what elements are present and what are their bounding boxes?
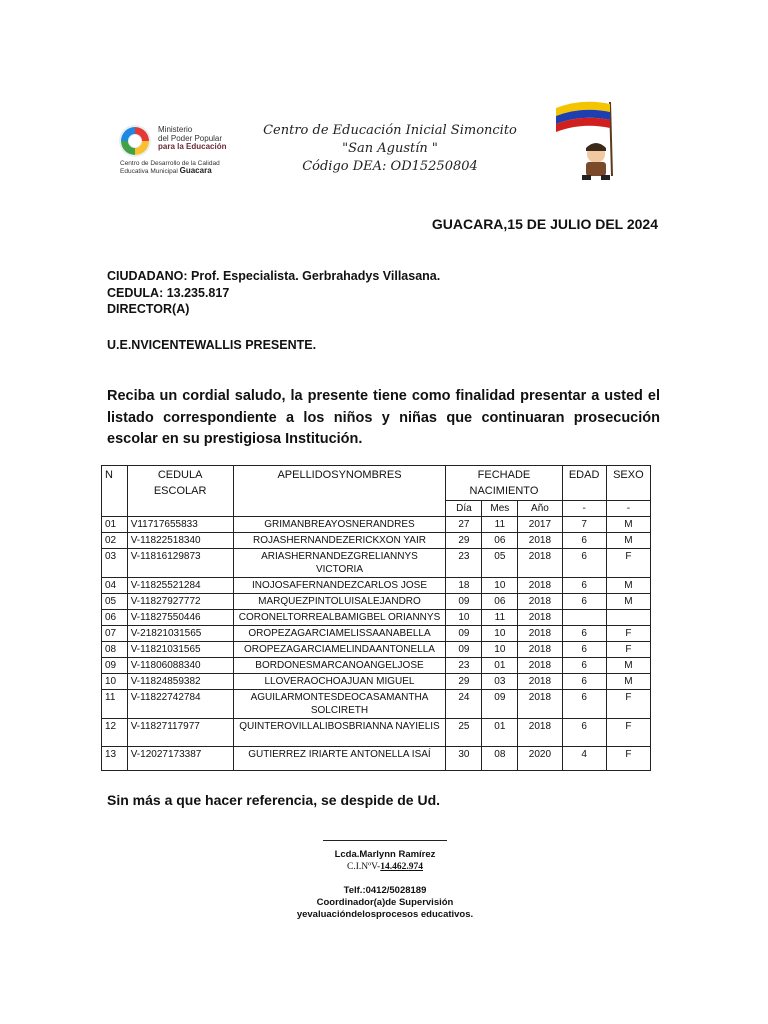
col-sexo: SEXO — [606, 466, 650, 501]
table-row — [102, 517, 651, 533]
cell-cedula: V-11825521284 — [127, 578, 233, 594]
table-row — [102, 690, 651, 719]
cell-nombre: MARQUEZPINTOLUISALEJANDRO — [233, 594, 446, 610]
cell-cedula: V-11824859382 — [127, 674, 233, 690]
cell-n: 05 — [102, 594, 128, 610]
cell-mes: 03 — [482, 674, 518, 690]
cell-dia: 09 — [446, 594, 482, 610]
cell-sexo: M — [606, 517, 650, 533]
cell-mes: 08 — [482, 747, 518, 771]
cell-cedula: V-12027173387 — [127, 747, 233, 771]
col-dia: Día — [446, 501, 482, 517]
cell-edad: 7 — [562, 517, 606, 533]
cell-nombre: OROPEZAGARCIAMELISSAANABELLA — [233, 626, 446, 642]
cell-anio: 2018 — [518, 533, 562, 549]
col-fecha: FECHADE NACIMIENTO — [446, 466, 562, 501]
cell-dia: 23 — [446, 549, 482, 578]
date-line: GUACARA,15 DE JULIO DEL 2024 — [431, 216, 658, 232]
cell-edad: 6 — [562, 690, 606, 719]
cell-nombre: OROPEZAGARCIAMELINDAANTONELLA — [233, 642, 446, 658]
cell-nombre: ROJASHERNANDEZERICKXON YAIR — [233, 533, 446, 549]
cell-anio: 2020 — [518, 747, 562, 771]
cell-sexo: F — [606, 719, 650, 747]
cell-sexo: F — [606, 642, 650, 658]
cell-nombre: ARIASHERNANDEZGRELIANNYS VICTORIA — [233, 549, 446, 578]
cell-dia: 29 — [446, 533, 482, 549]
cell-anio: 2018 — [518, 690, 562, 719]
cell-nombre: QUINTEROVILLALIBOSBRIANNA NAYIELIS — [233, 719, 446, 747]
cell-anio: 2018 — [518, 610, 562, 626]
cell-n: 02 — [102, 533, 128, 549]
closing-line: Sin más a que hacer referencia, se despide de Ud. — [107, 792, 441, 808]
cell-n: 10 — [102, 674, 128, 690]
cdce-name — [120, 160, 220, 175]
table-row — [102, 549, 651, 578]
col-cedula: CEDULA ESCOLAR — [127, 466, 233, 517]
cell-anio: 2017 — [518, 517, 562, 533]
signer-id — [290, 861, 480, 873]
cdce-city: Guacara — [179, 166, 212, 175]
signature-line — [323, 840, 447, 841]
table-row — [102, 533, 651, 549]
table-row — [102, 626, 651, 642]
cell-anio: 2018 — [518, 578, 562, 594]
ministry-logo — [106, 112, 238, 202]
ministry-line: Ministerio — [158, 125, 193, 134]
table-body — [102, 517, 651, 771]
cell-edad: 6 — [562, 626, 606, 642]
cell-sexo: M — [606, 533, 650, 549]
cell-mes: 06 — [482, 594, 518, 610]
cell-sexo: F — [606, 690, 650, 719]
cell-n: 13 — [102, 747, 128, 771]
ministry-name — [158, 126, 226, 152]
cell-dia: 24 — [446, 690, 482, 719]
signature-block — [290, 840, 480, 921]
school-subname: "San Agustín " — [342, 141, 438, 156]
cell-mes: 01 — [482, 658, 518, 674]
cell-nombre: GRIMANBREAYOSNERANDRES — [233, 517, 446, 533]
col-n: N — [102, 466, 128, 517]
cell-nombre: LLOVERAOCHOAJUAN MIGUEL — [233, 674, 446, 690]
cell-edad — [562, 610, 606, 626]
students-table — [101, 465, 651, 771]
table-row — [102, 719, 651, 747]
cell-dia: 09 — [446, 642, 482, 658]
cell-dia: 30 — [446, 747, 482, 771]
table-row — [102, 674, 651, 690]
col-mes: Mes — [482, 501, 518, 517]
ministry-line: del Poder Popular — [158, 133, 223, 143]
signer-id-prefix: C.I.NºV- — [347, 862, 381, 872]
cell-nombre: BORDONESMARCANOANGELJOSE — [233, 658, 446, 674]
cell-anio: 2018 — [518, 626, 562, 642]
recipient-role: DIRECTOR(A) — [107, 302, 190, 316]
table-row — [102, 642, 651, 658]
cell-sexo: M — [606, 578, 650, 594]
cell-sexo: M — [606, 674, 650, 690]
cell-n: 04 — [102, 578, 128, 594]
cell-anio: 2018 — [518, 594, 562, 610]
cell-edad: 6 — [562, 594, 606, 610]
cell-nombre: INOJOSAFERNANDEZCARLOS JOSE — [233, 578, 446, 594]
cell-mes: 01 — [482, 719, 518, 747]
cell-mes: 05 — [482, 549, 518, 578]
cell-mes: 06 — [482, 533, 518, 549]
cell-n: 03 — [102, 549, 128, 578]
flag-mascot-icon — [552, 98, 638, 188]
cell-mes: 10 — [482, 578, 518, 594]
cell-dia: 29 — [446, 674, 482, 690]
school-dea-code: Código DEA: OD15250804 — [302, 159, 478, 174]
signer-role-line2: yevaluacióndelosprocesos educativos. — [296, 909, 474, 920]
cell-edad: 6 — [562, 533, 606, 549]
signer-id-number: 14.462.974 — [380, 862, 423, 872]
cell-dia: 27 — [446, 517, 482, 533]
cell-dia: 10 — [446, 610, 482, 626]
signer-name: Lcda.Marlynn Ramírez — [334, 849, 436, 860]
cell-sexo: F — [606, 626, 650, 642]
cell-cedula: V-11827927772 — [127, 594, 233, 610]
col-sexo-sub: - — [606, 501, 650, 517]
intro-paragraph: Reciba un cordial saludo, la presente tiene como finalidad presentar a usted el listado correspondiente a los niños y niñas que continuaran prosecución escolar en su prestigiosa Institución. — [107, 388, 660, 447]
cell-cedula: V-11821031565 — [127, 642, 233, 658]
table-row — [102, 578, 651, 594]
cdce-line-text: Educativa Municipal — [120, 168, 178, 175]
cell-cedula: V-11806088340 — [127, 658, 233, 674]
cell-dia: 18 — [446, 578, 482, 594]
cell-dia: 23 — [446, 658, 482, 674]
cell-edad: 6 — [562, 674, 606, 690]
cell-cedula: V-11822742784 — [127, 690, 233, 719]
institution-line: U.E.NVICENTEWALLIS PRESENTE. — [107, 338, 317, 352]
cell-nombre: CORONELTORREALBAMIGBEL ORIANNYS — [233, 610, 446, 626]
cell-dia: 09 — [446, 626, 482, 642]
cell-sexo: F — [606, 549, 650, 578]
cell-sexo: M — [606, 594, 650, 610]
cdce-line — [120, 167, 220, 175]
cell-edad: 6 — [562, 549, 606, 578]
cell-anio: 2018 — [518, 549, 562, 578]
recipient-block — [107, 268, 440, 318]
school-name: Centro de Educación Inicial Simoncito — [263, 123, 517, 138]
cell-mes: 11 — [482, 610, 518, 626]
cell-mes: 10 — [482, 626, 518, 642]
col-anio: Año — [518, 501, 562, 517]
cell-sexo: M — [606, 658, 650, 674]
cell-anio: 2018 — [518, 642, 562, 658]
cell-n: 09 — [102, 658, 128, 674]
ministry-line-bold: para la Educación — [158, 142, 227, 151]
cdce-line: Centro de Desarrollo de la Calidad — [120, 160, 220, 167]
cell-anio: 2018 — [518, 674, 562, 690]
cell-mes: 09 — [482, 690, 518, 719]
table-row — [102, 658, 651, 674]
cell-dia: 25 — [446, 719, 482, 747]
cell-n: 11 — [102, 690, 128, 719]
cell-cedula: V-11827117977 — [127, 719, 233, 747]
ministry-emblem-icon — [118, 124, 152, 158]
cell-nombre: GUTIERREZ IRIARTE ANTONELLA ISAÍ — [233, 747, 446, 771]
table-row — [102, 594, 651, 610]
signer-role: Coordinador(a)de Supervisión — [316, 897, 454, 908]
ministry-line — [158, 143, 226, 152]
cell-anio: 2018 — [518, 719, 562, 747]
cell-edad: 4 — [562, 747, 606, 771]
cell-cedula: V-11827550446 — [127, 610, 233, 626]
cell-cedula: V-21821031565 — [127, 626, 233, 642]
cell-edad: 6 — [562, 658, 606, 674]
cell-n: 12 — [102, 719, 128, 747]
table-row — [102, 610, 651, 626]
signer-phone: Telf.:0412/5028189 — [343, 885, 427, 896]
signature-gap — [290, 873, 480, 885]
cell-cedula: V-11822518340 — [127, 533, 233, 549]
cell-sexo — [606, 610, 650, 626]
cell-edad: 6 — [562, 578, 606, 594]
cell-edad: 6 — [562, 642, 606, 658]
cell-mes: 10 — [482, 642, 518, 658]
table-row — [102, 747, 651, 771]
cell-n: 07 — [102, 626, 128, 642]
cell-cedula: V-11816129873 — [127, 549, 233, 578]
cell-anio: 2018 — [518, 658, 562, 674]
cell-nombre: AGUILARMONTESDEOCASAMANTHA SOLCIRETH — [233, 690, 446, 719]
cell-sexo: F — [606, 747, 650, 771]
cell-cedula: V11717655833 — [127, 517, 233, 533]
cell-edad: 6 — [562, 719, 606, 747]
cell-n: 06 — [102, 610, 128, 626]
col-edad: EDAD — [562, 466, 606, 501]
cell-mes: 11 — [482, 517, 518, 533]
recipient-name: CIUDADANO: Prof. Especialista. Gerbrahadys Villasana. — [107, 269, 441, 283]
col-nombres: APELLIDOSYNOMBRES — [233, 466, 446, 517]
cell-n: 08 — [102, 642, 128, 658]
col-edad-sub: - — [562, 501, 606, 517]
recipient-id: CEDULA: 13.235.817 — [107, 285, 230, 300]
cell-n: 01 — [102, 517, 128, 533]
school-header — [240, 122, 540, 176]
